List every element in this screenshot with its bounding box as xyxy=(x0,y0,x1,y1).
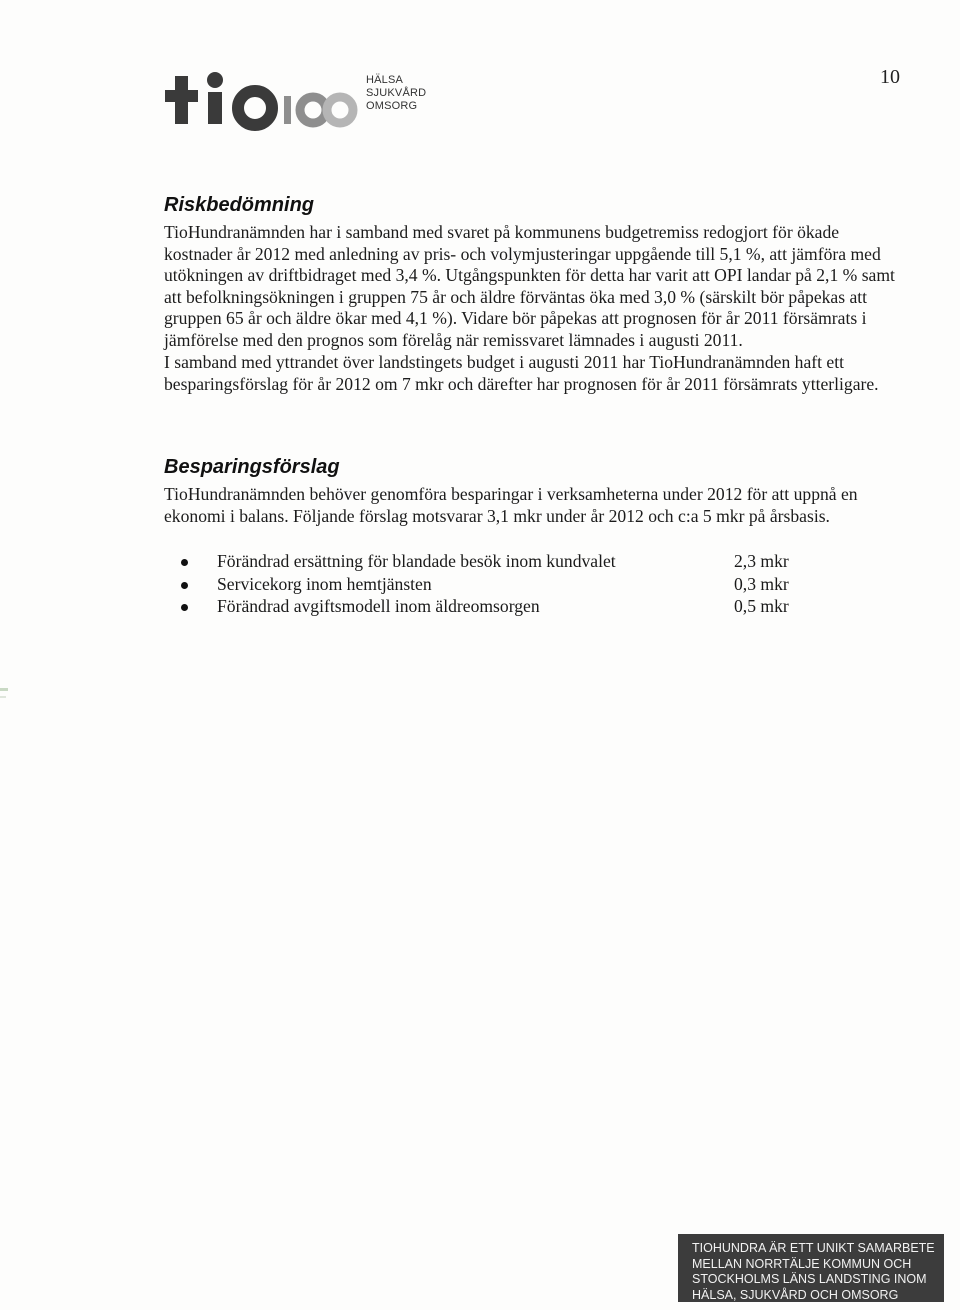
footer-line: MELLAN NORRTÄLJE KOMMUN OCH xyxy=(692,1256,912,1271)
list-item-amount: 0,3 mkr xyxy=(734,573,789,594)
logo-tagline-line: SJUKVÅRD xyxy=(366,87,427,99)
besparing-paragraph: TioHundranämnden behöver genomföra besparingar i verksamheterna under 2012 för att uppnå en ekonomi i balans. Följande förslag motsvarar 3,1 mkr under år 2012 och c:a 5 mkr på årsbasis. xyxy=(164,484,858,526)
tio100-logo xyxy=(163,62,433,132)
bullet-icon xyxy=(181,604,188,611)
list-item-text: Servicekorg inom hemtjänsten xyxy=(217,573,432,594)
footer-line: TIOHUNDRA ÄR ETT UNIKT SAMARBETE xyxy=(692,1241,935,1255)
footer-line: STOCKHOLMS LÄNS LANDSTING INOM xyxy=(692,1272,927,1286)
scan-artifact xyxy=(0,688,8,691)
section-heading-risk: Riskbedömning xyxy=(164,194,315,216)
page-number: 10 xyxy=(880,66,900,88)
bullet-icon xyxy=(181,559,188,566)
logo-tagline-line: HÄLSA xyxy=(366,74,404,86)
section-heading-besparing: Besparingsförslag xyxy=(164,456,340,478)
list-item-text: Förändrad avgiftsmodell inom äldreomsorgen xyxy=(217,596,540,616)
list-item-amount: 0,5 mkr xyxy=(734,596,789,616)
list-item-amount: 2,3 mkr xyxy=(734,551,789,571)
list-item xyxy=(164,595,814,618)
list-item xyxy=(164,550,814,573)
footer-box xyxy=(678,1234,944,1302)
list-item-text: Förändrad ersättning för blandade besök inom kundvalet xyxy=(217,551,616,571)
scan-artifact xyxy=(0,696,6,698)
bullet-icon xyxy=(181,582,188,589)
savings-list xyxy=(164,550,814,618)
logo-tagline xyxy=(366,74,426,113)
logo-tagline-line: OMSORG xyxy=(366,100,418,112)
risk-paragraph-1: TioHundranämnden har i samband med svaret på kommunens budgetremiss redogjort för ökade kostnader år 2012 med anledning av pris- och volymjusteringar uppgående till 5,1 %, att jämföra med utökningen av driftbidraget med 3,4 %. Utgångspunkten för detta har varit att OPI landar på 2,1 % samt att befolkningsökningen i gruppen 75 år och äldre förväntas öka med 3,0 % (särskilt bör påpekas att gruppen 65 år och äldre ökar med 4,1 %). Vidare bör påpekas att prognosen för år 2011 försämrats i jämförelse med den prognos som förelåg när remissvaret lämnades i augusti 2011. xyxy=(164,222,895,350)
tio100-logo-mark xyxy=(163,62,363,132)
risk-paragraph-2: I samband med yttrandet över landstingets budget i augusti 2011 har TioHundranämnden haft ett besparingsförslag för år 2012 om 7 mkr och därefter har prognosen för år 2011 försämrats ytterligare. xyxy=(164,352,879,394)
list-item xyxy=(164,573,814,596)
footer-line: HÄLSA, SJUKVÅRD OCH OMSORG xyxy=(692,1287,899,1302)
